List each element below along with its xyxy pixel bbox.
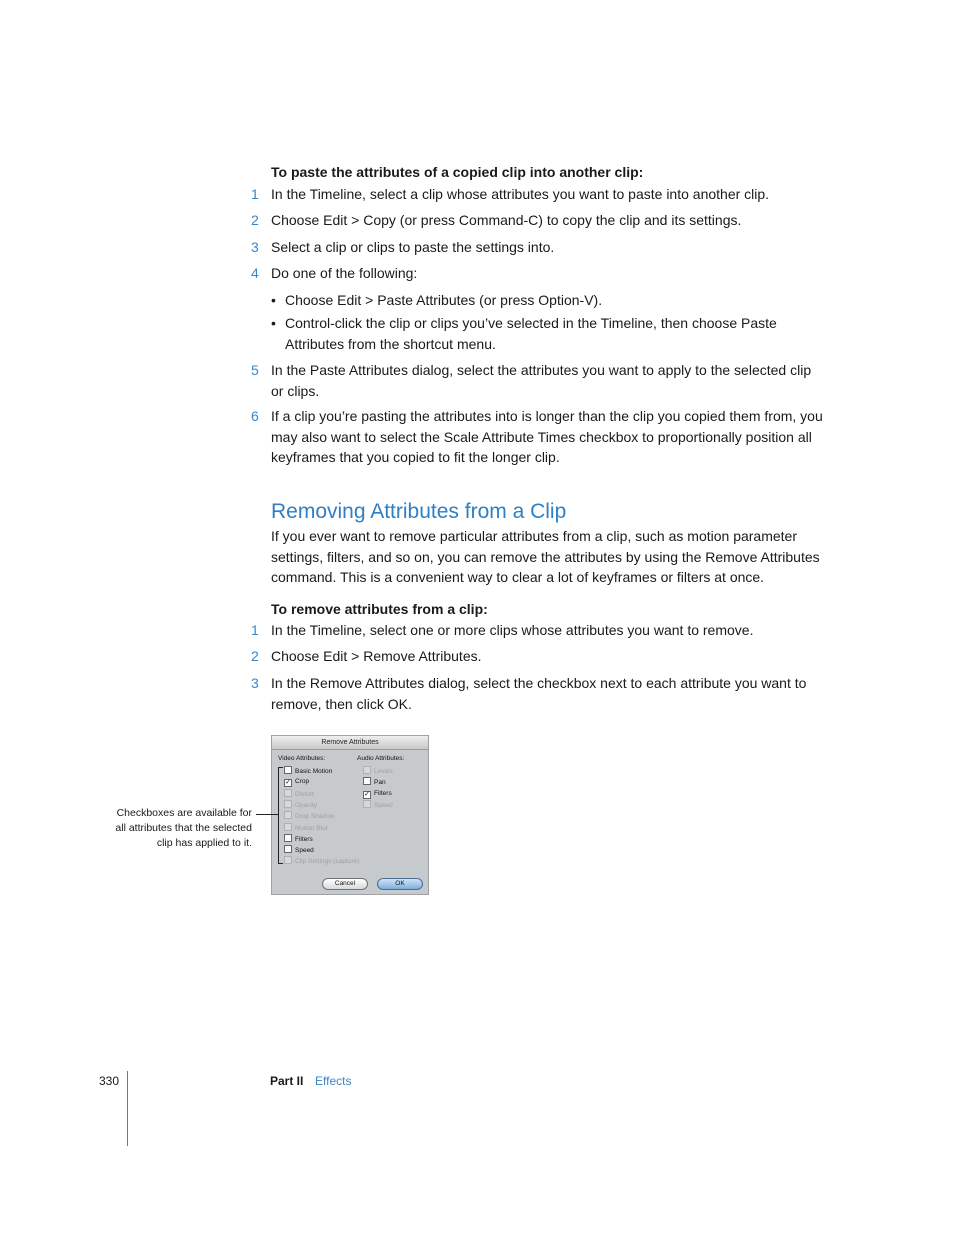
attribute-option (284, 800, 317, 810)
checkbox (284, 800, 292, 808)
attribute-label: Speed (295, 847, 314, 855)
checkbox (363, 800, 371, 808)
section-title: Removing Attributes from a Clip (271, 500, 567, 523)
step-number: 1 (251, 186, 259, 202)
attribute-option (363, 800, 393, 810)
attribute-option (284, 823, 328, 833)
attribute-label: Basic Motion (295, 768, 333, 775)
checkbox (363, 766, 371, 774)
attribute-option[interactable] (363, 789, 392, 799)
attribute-option (284, 856, 359, 866)
attribute-option[interactable] (284, 845, 314, 855)
checkbox (284, 856, 292, 864)
attribute-option[interactable] (284, 766, 332, 776)
step-text: Do one of the following: (271, 265, 418, 281)
callout-text: Checkboxes are available for all attributes that the selected clip has applied to it. (115, 807, 252, 850)
procedure-heading-remove: To remove attributes from a clip: (271, 601, 488, 617)
attribute-label: Crop (295, 778, 310, 786)
step-number: 4 (251, 265, 259, 281)
checkbox[interactable] (284, 834, 292, 842)
attribute-option[interactable] (284, 834, 313, 844)
checkbox (284, 811, 292, 819)
ok-button[interactable]: OK (377, 878, 423, 890)
footer-part: Part II (270, 1074, 304, 1088)
attribute-label: Filters (295, 835, 313, 843)
checkbox-checked[interactable]: ✓ (285, 779, 291, 787)
step-number: 6 (251, 408, 259, 424)
cancel-button[interactable]: Cancel (322, 878, 368, 890)
checkbox[interactable] (363, 777, 371, 785)
checkbox[interactable] (284, 845, 292, 853)
step-text: Choose Edit > Copy (or press Command-C) to copy the clip and its settings. (271, 212, 742, 228)
step-number: 3 (251, 675, 259, 691)
step-number: 1 (251, 622, 259, 638)
attribute-option[interactable] (363, 777, 386, 787)
step-text: In the Timeline, select a clip whose attributes you want to paste into another clip. (271, 186, 770, 202)
bullet-item: Choose Edit > Paste Attributes (or press Option-V). (285, 292, 603, 308)
step-text: In the Remove Attributes dialog, select the checkbox next to each attribute you want to remove, then click OK. (271, 675, 807, 712)
step-text: In the Timeline, select one or more clips whose attributes you want to remove. (271, 622, 754, 638)
bullet-item: Control-click the clip or clips you’ve selected in the Timeline, then choose Paste Attributes from the shortcut menu. (285, 315, 777, 352)
attribute-label: Filters (374, 789, 392, 797)
step-number: 2 (251, 212, 259, 228)
section-intro: If you ever want to remove particular attributes from a clip, such as motion parameter settings, filters, and so on, you can remove the attributes by using the Remove Attributes command. This is a convenient way to clear a lot of keyframes or filters at once. (271, 528, 820, 585)
attribute-label: Opacity (295, 801, 318, 809)
attribute-label: Pan (374, 779, 386, 787)
callout-leader-line (256, 814, 278, 815)
audio-attributes-heading: Audio Attributes: (357, 755, 405, 762)
step-number: 3 (251, 239, 259, 255)
footer-chapter-link[interactable]: Effects (315, 1074, 352, 1088)
attribute-label: Clip Settings (capture) (295, 858, 360, 866)
checkbox-checked[interactable]: ✓ (364, 790, 370, 798)
bullet-marker: • (271, 315, 276, 331)
attribute-label: Motion Blur (295, 824, 328, 832)
step-text: Select a clip or clips to paste the settings into. (271, 239, 555, 255)
step-text: In the Paste Attributes dialog, select the attributes you want to apply to the selected clip or clips. (271, 362, 812, 399)
step-number: 5 (251, 362, 259, 378)
callout-bracket (278, 767, 283, 864)
dialog-title: Remove Attributes (272, 736, 428, 750)
step-text: Choose Edit > Remove Attributes. (271, 648, 482, 664)
checkbox[interactable] (284, 766, 292, 774)
attribute-option (284, 789, 314, 799)
checkbox (284, 823, 292, 831)
step-text: If a clip you’re pasting the attributes into is longer than the clip you copied them from, you may also want to select the Scale Attribute Times checkbox to proportionally position all keyframes that you copied to fit the longer clip. (271, 408, 823, 465)
attribute-option (284, 811, 334, 821)
checkbox (284, 789, 292, 797)
attribute-label: Distort (295, 790, 314, 798)
video-attributes-heading: Video Attributes: (278, 755, 326, 762)
procedure-heading-paste: To paste the attributes of a copied clip into another clip: (271, 164, 644, 180)
attribute-label: Speed (374, 801, 393, 809)
bullet-marker: • (271, 292, 276, 308)
attribute-label: Drop Shadow (295, 813, 335, 821)
remove-attributes-dialog (271, 735, 429, 895)
attribute-option[interactable] (284, 777, 309, 787)
page-number: 330 (99, 1074, 120, 1088)
footer-rule (127, 1071, 128, 1146)
attribute-option (363, 766, 393, 776)
step-number: 2 (251, 648, 259, 664)
attribute-label: Levels (374, 768, 393, 775)
